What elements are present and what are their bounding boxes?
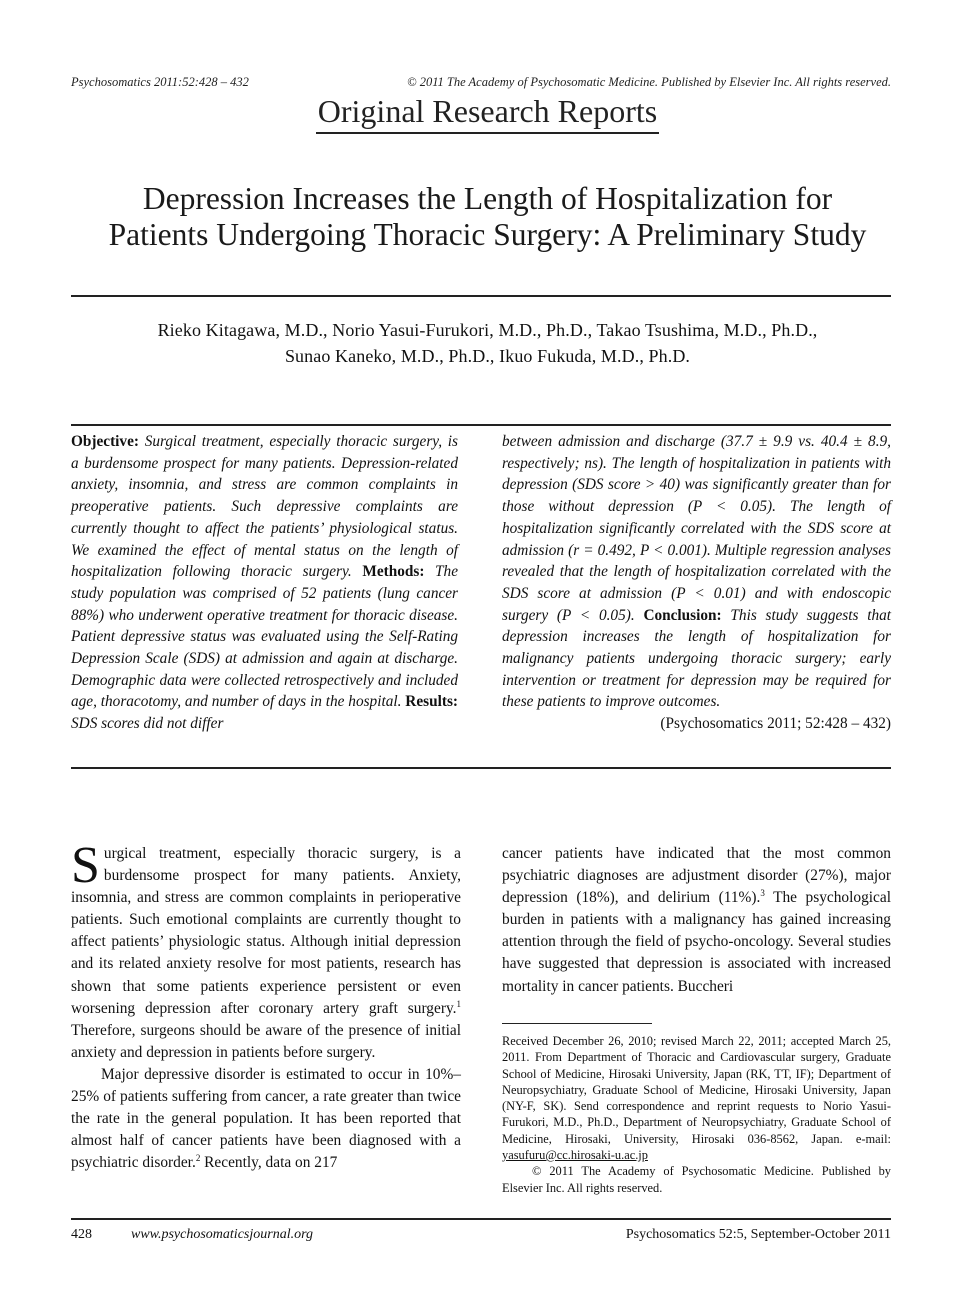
body-paragraph-2 (71, 1064, 461, 1174)
page-number: 428 (71, 1227, 92, 1242)
paragraph-2-text: Major depressive disorder is estimated to occur in 10%–25% of patients suffering from cancer, a rate greater than twice the rate in the general population. It has been reported that almost half of cancer patients have been diagnosed with a psychiatric disorder. (71, 1065, 461, 1172)
reference-2[interactable]: 2 (195, 1153, 201, 1164)
issue-info: Psychosomatics 52:5, September-October 2011 (625, 1227, 891, 1242)
body-column-left (71, 837, 461, 1174)
section-title-text: Original Research Reports (316, 92, 659, 134)
conclusion-text: This study suggests that depression increases the length of hospitalization for malignancy patients undergoing thoracic surgery; early intervention or treatment for depression may be required for these patients to improve outcomes. (502, 606, 892, 711)
author-list (60, 317, 915, 369)
results-label: Results: (405, 693, 458, 711)
title-divider (71, 295, 891, 297)
paragraph-3-text: cancer patients have indicated that the most common psychiatric diagnoses are adjustment disorder (27%), major depression (18%), and delirium (11%). (502, 845, 891, 907)
paragraph-1-text-end: Therefore, surgeons should be aware of the presence of initial anxiety and depression in patients before surgery. (71, 1021, 461, 1061)
body-paragraph-3 (502, 843, 891, 998)
header-copyright: © 2011 The Academy of Psychosomatic Medicine. Published by Elsevier Inc. All rights reserved. (407, 75, 891, 89)
drop-cap: S (71, 837, 100, 894)
article-footnote (502, 1033, 891, 1196)
paragraph-1-text: urgical treatment, especially thoracic surgery, is a burdensome prospect for many patients. Anxiety, insomnia, and stress are common complaints in perioperative patients. Such emotional complaints are currently thought to affect patients’ physiologic status. Although initial depression and its related anxiety resolve for most patients, research has shown that some patients experience persistent or even worsening depression after coronary artery graft surgery. (71, 845, 461, 1017)
results-text-start: SDS scores did not differ (71, 715, 224, 733)
footnote-received (502, 1033, 891, 1163)
body-column-right (502, 843, 891, 998)
results-text-continued: between admission and discharge (37.7 ± 9.9 vs. 40.4 ± 8.9, respectively; ns). The length of hospitalization in patients with depression (SDS score > 40) was significantly greater than for those without depression (P < 0.05). The length of hospitalization significantly correlated with the SDS score at admission (r = 0.492, P < 0.001). Multiple regression analyses revealed that the length of hospitalization correlated with the SDS score at admission (P < 0.01) and with endoscopic surgery (P < 0.05). (502, 433, 891, 624)
footnote-divider (502, 1023, 652, 1024)
title-line-1: Depression Increases the Length of Hospitalization for (142, 181, 833, 216)
methods-label: Methods: (362, 563, 425, 581)
footer-divider (71, 1218, 891, 1220)
article-title (60, 181, 915, 253)
objective-label: Objective: (71, 433, 139, 450)
abstract-bottom-divider (71, 767, 891, 769)
reference-1[interactable]: 1 (456, 998, 461, 1009)
footnote-copyright: © 2011 The Academy of Psychosomatic Medicine. Published by Elsevier Inc. All rights reserved. (502, 1164, 891, 1195)
abstract-top-divider (71, 424, 891, 426)
section-title (0, 92, 975, 134)
authors-line-1: Rieko Kitagawa, M.D., Norio Yasui-Furukori, M.D., Ph.D., Takao Tsushima, M.D., Ph.D., (157, 320, 818, 340)
reference-3[interactable]: 3 (760, 888, 765, 899)
objective-text: Surgical treatment, especially thoracic surgery, is a burdensome prospect for many patients. Depression-related anxiety, insomnia, and stress are common complaints in preoperative patients. Such depressive complaints are currently thought to affect the patients’ physiological status. We examined the effect of mental status on the length of hospitalization following thoracic surgery. (71, 433, 458, 581)
abstract-column-right (502, 431, 891, 735)
paragraph-3-text-end: The psychological burden in patients with a malignancy has gained increasing attention through the field of psycho-oncology. Several studies have suggested that depression is associated with increased mortality in cancer patients. Buccheri (502, 889, 891, 995)
title-line-2: Patients Undergoing Thoracic Surgery: A Preliminary Study (108, 217, 867, 252)
abstract-citation: (Psychosomatics 2011; 52:428 – 432) (660, 715, 891, 733)
footnote-received-text: Received December 26, 2010; revised March 22, 2011; accepted March 25, 2011. From Department of Thoracic and Cardiovascular surgery, Graduate School of Medicine, Hirosaki University, Japan (RK, TT, IF); Department of Neuropsychiatry, Graduate School of Medicine, Hirosaki University, Japan (NY-F, SK). Send correspondence and reprint requests to Norio Yasui-Furukori, M.D., Ph.D., Department of Neuropsychiatry, Graduate School of Medicine, Hirosaki, University, Hirosaki 036-8562, Japan. e-mail: (502, 1034, 891, 1146)
paragraph-2-text-end: Recently, data on 217 (200, 1154, 338, 1172)
methods-text: The study population was comprised of 52 patients (lung cancer 88%) who underwent operative treatment for thoracic disease. Patient depressive status was evaluated using the Self-Rating Depression Scale (SDS) at admission and again at discharge. Demographic data were collected retrospectively and included age, thoracotomy, and number of days in the hospital. (71, 563, 458, 711)
journal-reference: Psychosomatics 2011:52:428 – 432 (71, 75, 249, 89)
journal-website-link[interactable]: www.psychosomaticsjournal.org (131, 1227, 314, 1242)
abstract-column-left (71, 431, 458, 735)
conclusion-label: Conclusion: (643, 606, 722, 624)
authors-line-2: Sunao Kaneko, M.D., Ph.D., Ikuo Fukuda, M.D., Ph.D. (284, 346, 691, 366)
correspondence-email[interactable]: yasufuru@cc.hirosaki-u.ac.jp (502, 1148, 648, 1163)
body-paragraph-1 (71, 837, 461, 1064)
